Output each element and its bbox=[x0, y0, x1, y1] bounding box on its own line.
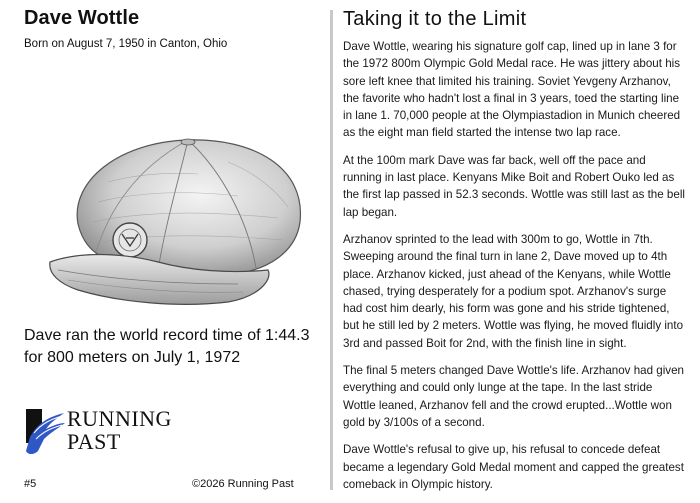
story-paragraph: Dave Wottle's refusal to give up, his refusal to concede defeat became a legendary Gold Medal moment and capped the greatest comeback in Olympic history. bbox=[343, 443, 684, 491]
world-record-note: Dave ran the world record time of 1:44.3 for 800 meters on July 1, 1972 bbox=[24, 327, 310, 366]
story-paragraph: Dave Wottle, wearing his signature golf cap, lined up in lane 3 for the 1972 800m Olympic Gold Medal race. He was jittery about his sore left knee that limited his training. Soviet Yevgeny Arzhanov, the favorite who hadn't lost a final in 3 years, toed the starting line in lane 1. 70,000 people at the Olympiastadion in Munich cheered as the eight man field started the intense two lap race. bbox=[343, 40, 681, 140]
golf-cap-sketch-icon bbox=[38, 112, 338, 312]
copyright-notice: ©2026 Running Past bbox=[192, 478, 294, 490]
story-panel bbox=[343, 0, 688, 501]
athlete-name: Dave Wottle bbox=[24, 7, 140, 29]
running-past-logo bbox=[24, 403, 214, 459]
story-paragraph: Arzhanov sprinted to the lead with 300m to go, Wottle in 7th. Sweeping around the final turn in lane 2, Dave moved up to 4th place. Arzhanov kicked, just ahead of the Kenyans, while Wottle chased, trying desperately for a podium spot. Arzhanov's surge had cost him dearly, his form was gone and his stride tightened, but he still led by 2 meters. Wottle was flying, he moved fluidly into 3rd and passed Boit for 2nd, with the finish line in sight. bbox=[343, 232, 684, 350]
story-paragraph: The final 5 meters changed Dave Wottle's life. Arzhanov had given everything and could only lunge at the tape. In the last stride Wottle leaned, Arzhanov fell and the crowd erupted...Wottle won gold by 3/100s of a second. bbox=[343, 364, 684, 429]
logo-line-2: PAST bbox=[67, 429, 121, 454]
birth-info: Born on August 7, 1950 in Canton, Ohio bbox=[24, 38, 228, 50]
logo-line-1: RUNNING bbox=[67, 406, 172, 431]
card-front-panel bbox=[0, 0, 318, 501]
winged-foot-logo-icon bbox=[24, 403, 66, 459]
story-body bbox=[343, 38, 687, 503]
story-paragraph: At the 100m mark Dave was far back, well off the pace and running in last place. Kenyans Mike Boit and Robert Ouko led as the first lap passed in 52.3 seconds. Wottle was still last as the bell lap began. bbox=[343, 153, 685, 219]
card-number: #5 bbox=[24, 478, 37, 490]
logo-text bbox=[67, 407, 172, 453]
story-title: Taking it to the Limit bbox=[343, 8, 527, 30]
column-divider bbox=[330, 10, 333, 490]
